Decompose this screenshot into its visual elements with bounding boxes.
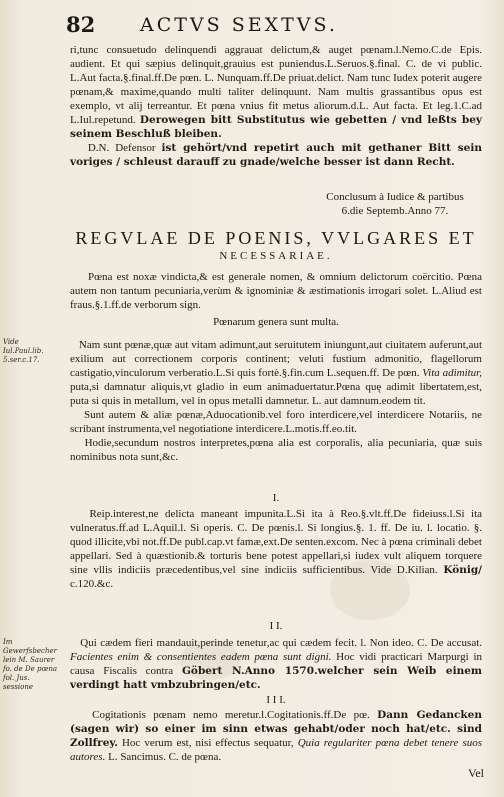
page-number: 82	[66, 12, 96, 37]
section-subtitle: NECESSARIAE.	[219, 250, 333, 262]
margin-note-text: Im Gewerfsbecher lein M. Saurer fo. de De pœna fol. Jus.	[3, 638, 58, 682]
text: Sunt autem & aliæ pœnæ,Aduocationib.vel foro interdicere,vel interdicere Notariis, ne scribant instrumenta,vel negotiatione interdicere.L.motis.ff.eo.tit.	[70, 409, 483, 435]
margin-note: Vide Iul.Paul.lib. 5.ser.c.17.	[3, 338, 44, 364]
blackletter-text: Dann Gedancken (sagen wir) so einer im sinn etwas gehabt/oder noch hat/etc. sind Zollfrey.	[70, 709, 483, 749]
text: c.120.&c.	[70, 578, 114, 590]
blackletter-text: ist gehört/vnd repetirt auch mit gethaner Bitt sein voriges / schleust darauff zu gnade/welche besser ist dann Recht.	[70, 142, 482, 168]
blackletter-text: König/	[443, 564, 483, 576]
blackletter-text: Göbert N.Anno 1570.welcher sein Weib einem verdingt hatt vmbzubringen/etc.	[70, 665, 483, 691]
text: Reip.interest,ne delicta maneant impunita.L.Si ita à Reo.§.vlt.ff.De fideiuss.l.Si ita vulneratus.ff.ad L.Aquil.l. Si operis. C. De pœnis.l. Si longius.§. 1. ff. De iu. l. locatio. §. quod illicite,vbi not.ff.De publ.cap.vt famæ,ext.De senten.excom. Nec à pœna criminali debet appellari. Sed à quæstionib.& torturis bene potest appellari,si iudex vult aliquem torquere sine vllis indiciis præcedentibus,vel sine indiciis sufficientibus. Vide D.Kilian.	[70, 508, 483, 576]
text: Hodie,secundum nostros interpretes,pœna alia est corporalis, alia pecuniaria, quæ suis nominibus nota sunt,&c.	[70, 437, 483, 463]
running-head: ACTVS SEXTVS.	[140, 14, 338, 36]
text: L. Sancimus. C. de pœna.	[108, 751, 222, 763]
text: ri,tunc consuetudo delinquendi aggrauat delictum,& auget pœnam.l.Nemo.C.de Epis. audient. Et qui sæpius delinquit,grauius est puniendus.L.Seruos.§.final. C. de vi public. L.Aut facta.§.final.ff.De pœn. L. Nunquam.ff.De priuat.delict. Nam tunc Iudex poterit augere pœnam,& maxime,quando multi taliter delinquunt. Nam multis grassantibus opus est exemplo, vt alij terreantur. Et pœna vnius fit metus aliorum.d.L. Aut facta. Et leg.1.C.ad L.Iul.repetund.	[70, 44, 482, 126]
blackletter-text: Derowegen bitt Substitutus wie gebetten / vnd leßts bey seinem Beschluß bleiben.	[70, 114, 482, 140]
text: Cogitationis pœnam nemo meretur.l.Cogitationis.ff.De pœ.	[92, 709, 370, 721]
conclusion-line: Conclusum à Iudice & partibus	[326, 191, 464, 203]
section-title: REGVLAE DE POENIS, VVLGARES ET	[75, 228, 477, 248]
opening-paragraph	[70, 43, 482, 169]
definition-paragraph: Pœna est noxæ vindicta,& est generale nomen, & omnium delictorum coërcitio. Pœna autem non tantum pecuniaria,verùm & ignominiæ & æstimationis irrogari solet. L.Aliud est fraus.§.1.ff.de verborum sign.	[70, 271, 482, 311]
conclusion-note	[310, 190, 480, 218]
margin-note-text: sessione	[3, 683, 34, 691]
page-header	[22, 12, 484, 38]
rule-one-paragraph	[70, 507, 482, 591]
text: Hoc verum est, nisi effectus sequatur,	[121, 737, 294, 749]
rule-two-paragraph	[70, 636, 482, 692]
text: D.N. Defensor	[87, 142, 156, 154]
italic-text: Vita adimitur,	[422, 367, 482, 379]
catchword: Vel	[468, 766, 484, 780]
italic-text: Quia regulariter pœna debet tenere suos autores.	[70, 737, 483, 763]
genera-paragraph	[70, 338, 482, 464]
rule-numeral: I I I.	[266, 694, 286, 706]
text: puta,si damnatur aliquis,vt gladio in eum animaduertatur.Pœna quę adimit libertatem,est, puta si quis in metallum, vel in opus metalli damnetur. L. aut damnum.eodem tit.	[70, 381, 482, 407]
margin-note	[3, 638, 61, 692]
italic-text: Facientes enim & consentientes eadem pœna sunt digni.	[70, 651, 332, 663]
rule-three-paragraph	[70, 708, 482, 764]
text: Qui cædem fieri mandauit,perinde tenetur,ac qui cædem fecit. l. Non ideo. C. De accusat.	[80, 637, 483, 649]
conclusion-date: 6.die Septemb.Anno 77.	[341, 205, 449, 217]
rule-numeral: I I.	[269, 620, 283, 632]
text: Nam sunt pœnæ,quæ aut vitam adimunt,aut seruitutem iniungunt,aut ciuitatem auferunt,aut exilium aut correctionem corporis continent; veluti fustium admonitio, flagellorum castigatio,vinculorum verberatio.L.Si quis fortè.§.fin.cum L.sequen.ff. De pœn.	[70, 339, 482, 379]
rule-numeral: I.	[272, 492, 280, 504]
text: Hoc vidi practicari Marpurgi in causa Fiscalis contra	[70, 651, 482, 677]
genera-heading: Pœnarum genera sunt multa.	[213, 316, 339, 328]
